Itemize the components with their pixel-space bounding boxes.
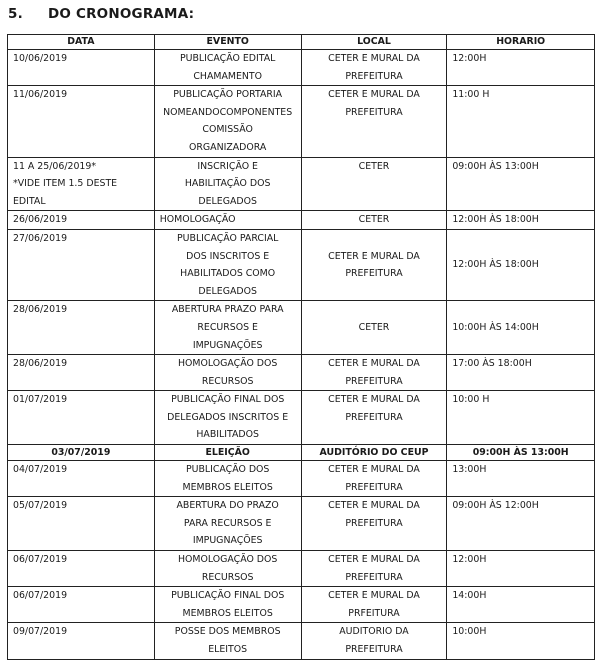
section-title: DO CRONOGRAMA:	[48, 6, 195, 22]
cell-local: CETER E MURAL DA PREFEITURA	[301, 497, 447, 551]
cell-local: CETER	[301, 301, 447, 355]
cell-data: 05/07/2019	[8, 497, 155, 551]
table-row	[8, 461, 595, 497]
table-row	[8, 157, 595, 211]
table-row	[8, 50, 595, 86]
cell-horario: 13:00H	[447, 461, 595, 497]
cell-horario: 10:00H ÀS 14:00H	[447, 301, 595, 355]
cell-horario: 11:00 H	[447, 86, 595, 157]
cell-local: CETER	[301, 157, 447, 211]
cell-data: 11/06/2019	[8, 86, 155, 157]
cell-data: 27/06/2019	[8, 229, 155, 300]
cell-evento: PUBLICAÇÃO PARCIAL DOS INSCRITOS E HABILITADOS COMO DELEGADOS	[154, 229, 301, 300]
table-header-row	[8, 35, 595, 50]
cell-evento: PUBLICAÇÃO FINAL DOS DELEGADOS INSCRITOS E HABILITADOS	[154, 391, 301, 445]
cell-local: CETER E MURAL DA PREFEITURA	[301, 355, 447, 391]
cell-evento: PUBLICAÇÃO FINAL DOS MEMBROS ELEITOS	[154, 587, 301, 623]
cell-horario: 14:00H	[447, 587, 595, 623]
cell-local: AUDITORIO DA PREFEITURA	[301, 623, 447, 659]
cell-horario: 17:00 ÀS 18:00H	[447, 355, 595, 391]
table-row	[8, 86, 595, 157]
cell-evento: HOMOLOGAÇÃO DOS RECURSOS	[154, 355, 301, 391]
cell-local: CETER E MURAL DA PREFEITURA	[301, 86, 447, 157]
header-horario: HORARIO	[447, 35, 595, 50]
section-heading	[8, 6, 194, 22]
cell-horario: 12:00H	[447, 551, 595, 587]
header-data: DATA	[8, 35, 155, 50]
cell-evento: PUBLICAÇÃO EDITAL CHAMAMENTO	[154, 50, 301, 86]
cell-local: CETER E MURAL DA PREFEITURA	[301, 229, 447, 300]
cell-evento: ELEIÇÃO	[154, 445, 301, 461]
cell-horario: 10:00H	[447, 623, 595, 659]
table-row	[8, 391, 595, 445]
table-row	[8, 355, 595, 391]
cell-evento: POSSE DOS MEMBROS ELEITOS	[154, 623, 301, 659]
cell-data: 06/07/2019	[8, 551, 155, 587]
cell-data: 28/06/2019	[8, 355, 155, 391]
cell-local: CETER E MURAL DA PREFEITURA	[301, 50, 447, 86]
cell-horario: 12:00H ÀS 18:00H	[447, 211, 595, 230]
cell-horario: 12:00H	[447, 50, 595, 86]
cell-local: CETER	[301, 211, 447, 230]
cell-data: 03/07/2019	[8, 445, 155, 461]
table-row	[8, 587, 595, 623]
table-row	[8, 623, 595, 659]
cell-local: AUDITÓRIO DO CEUP	[301, 445, 447, 461]
cell-local: CETER E MURAL DA PREFEITURA	[301, 461, 447, 497]
cell-horario: 09:00H ÀS 13:00H	[447, 157, 595, 211]
cell-horario: 09:00H ÀS 13:00H	[447, 445, 595, 461]
header-local: LOCAL	[301, 35, 447, 50]
cell-evento: PUBLICAÇÃO DOS MEMBROS ELEITOS	[154, 461, 301, 497]
table-row	[8, 229, 595, 300]
table-row	[8, 445, 595, 461]
cell-evento: HOMOLOGAÇÃO DOS RECURSOS	[154, 551, 301, 587]
cell-evento: ABERTURA PRAZO PARA RECURSOS E IMPUGNAÇÕES	[154, 301, 301, 355]
cell-data: 10/06/2019	[8, 50, 155, 86]
cell-evento: INSCRIÇÃO E HABILITAÇÃO DOS DELEGADOS	[154, 157, 301, 211]
cell-data: 11 A 25/06/2019* *VIDE ITEM 1.5 DESTE EDITAL	[8, 157, 155, 211]
cell-data: 26/06/2019	[8, 211, 155, 230]
table-row	[8, 301, 595, 355]
cell-data: 01/07/2019	[8, 391, 155, 445]
cell-horario: 10:00 H	[447, 391, 595, 445]
header-evento: EVENTO	[154, 35, 301, 50]
table-row	[8, 497, 595, 551]
cell-evento: PUBLICAÇÃO PORTARIA NOMEANDOCOMPONENTES COMISSÃO ORGANIZADORA	[154, 86, 301, 157]
cell-data: 28/06/2019	[8, 301, 155, 355]
cell-local: CETER E MURAL DA PREFEITURA	[301, 391, 447, 445]
section-number: 5.	[8, 6, 23, 22]
cell-local: CETER E MURAL DA PREFEITURA	[301, 551, 447, 587]
table-row	[8, 551, 595, 587]
schedule-table	[7, 34, 595, 660]
cell-local: CETER E MURAL DA PRFEITURA	[301, 587, 447, 623]
cell-data: 06/07/2019	[8, 587, 155, 623]
table-row	[8, 211, 595, 230]
cell-data: 04/07/2019	[8, 461, 155, 497]
cell-evento: ABERTURA DO PRAZO PARA RECURSOS E IMPUGNAÇÕES	[154, 497, 301, 551]
cell-horario: 09:00H ÀS 12:00H	[447, 497, 595, 551]
cell-horario: 12:00H ÀS 18:00H	[447, 229, 595, 300]
cell-data: 09/07/2019	[8, 623, 155, 659]
cell-evento: HOMOLOGAÇÃO	[154, 211, 301, 230]
